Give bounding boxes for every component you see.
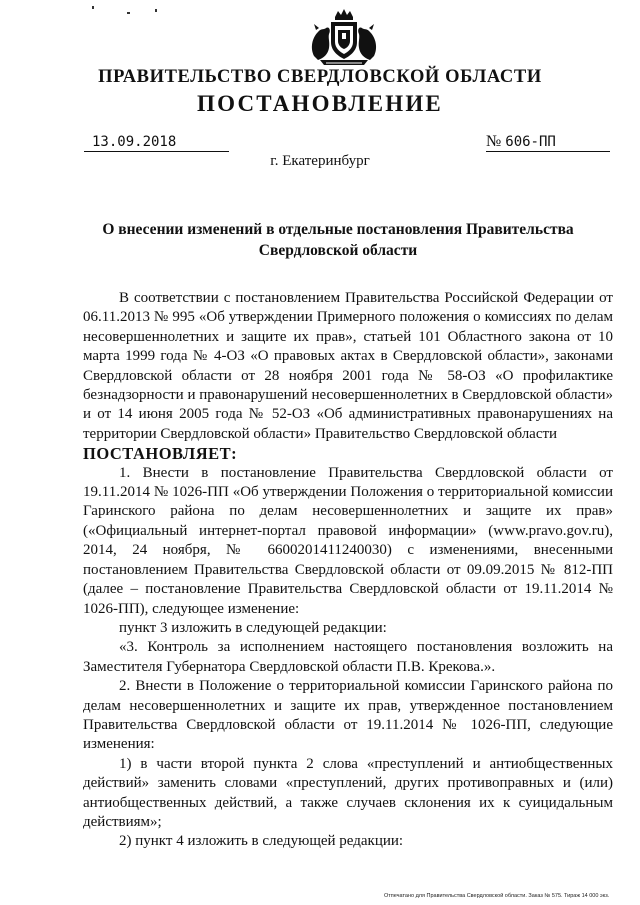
document-number bbox=[486, 133, 610, 152]
org-title: ПРАВИТЕЛЬСТВО СВЕРДЛОВСКОЙ ОБЛАСТИ bbox=[98, 67, 542, 87]
resolves-heading: ПОСТАНОВЛЯЕТ: bbox=[83, 444, 238, 464]
clause-2-item-2: 2) пункт 4 изложить в следующей редакции: bbox=[119, 833, 404, 850]
clause-1: 1. Внести в постановление Правительства Свердловской области от 19.11.2014 № 1026-ПП «Об утверждении Положения о территориальной комиссии Гаринского района по делам несовершеннолетних и защите их прав» («Официальный интернет-портал правовой информации» (www.pravo.gov.ru), 2014, 24 ноября, № 6600201411240030) с изменениями, внесенными постановлением Правительства Свердловской области от 09.09.2015 № 812-ПП (далее – постановление Правительства Свердловской области от 19.11.2014 № 1026-ПП), следующее изменение: bbox=[83, 464, 613, 617]
subject-line-2: Свердловской области bbox=[258, 242, 418, 259]
subject-line-1: О внесении изменений в отдельные постановления Правительства bbox=[102, 221, 574, 238]
preamble-paragraph: В соответствии с постановлением Правительства Российской Федерации от 06.11.2013 № 995 «Об утверждении Примерного положения о комиссиях по делам несовершеннолетних и защите их прав», статьей 101 Областного закона от 10 марта 1999 года № 4-ОЗ «О правовых актах в Свердловской области», законами Свердловской области от 28 ноября 2001 года № 58-ОЗ «О профилактике безнадзорности и правонарушений несовершеннолетних в Свердловской области» и от 14 июня 2005 года № 52-ОЗ «Об административных правонарушениях на территории Свердловской области» Правительство Свердловской области bbox=[83, 290, 613, 442]
clause-1-instruction: пункт 3 изложить в следующей редакции: bbox=[119, 619, 387, 636]
number-sign: № bbox=[486, 133, 502, 150]
clause-1-new-text: «3. Контроль за исполнением настоящего постановления возложить на Заместителя Губернатора Свердловской области П.В. Крекова.». bbox=[83, 639, 613, 675]
document-subject bbox=[90, 219, 586, 261]
number-value: 606-ПП bbox=[505, 134, 556, 150]
document-body bbox=[83, 289, 613, 852]
coat-of-arms-icon bbox=[302, 8, 386, 68]
document-type: ПОСТАНОВЛЕНИЕ bbox=[197, 91, 443, 116]
city: г. Екатеринбург bbox=[270, 153, 370, 169]
clause-2: 2. Внести в Положение о территориальной комиссии Гаринского района по делам несовершеннолетних и защите их прав, утвержденное постановлением Правительства Свердловской области от 19.11.2014 № 1026-ПП, следующие изменения: bbox=[83, 678, 613, 753]
document-date: 13.09.2018 bbox=[84, 133, 229, 152]
clause-2-item-1: 1) в части второй пункта 2 слова «преступлений и антиобщественных действий» заменить словами «преступлений, других противоправных и (или) антиобщественных действий, а также случаев склонения их к суицидальным действиям»; bbox=[83, 755, 613, 830]
print-footer-note: Отпечатано для Правительства Свердловской области. Заказ № 575. Тираж 14 000 экз. bbox=[384, 893, 610, 899]
